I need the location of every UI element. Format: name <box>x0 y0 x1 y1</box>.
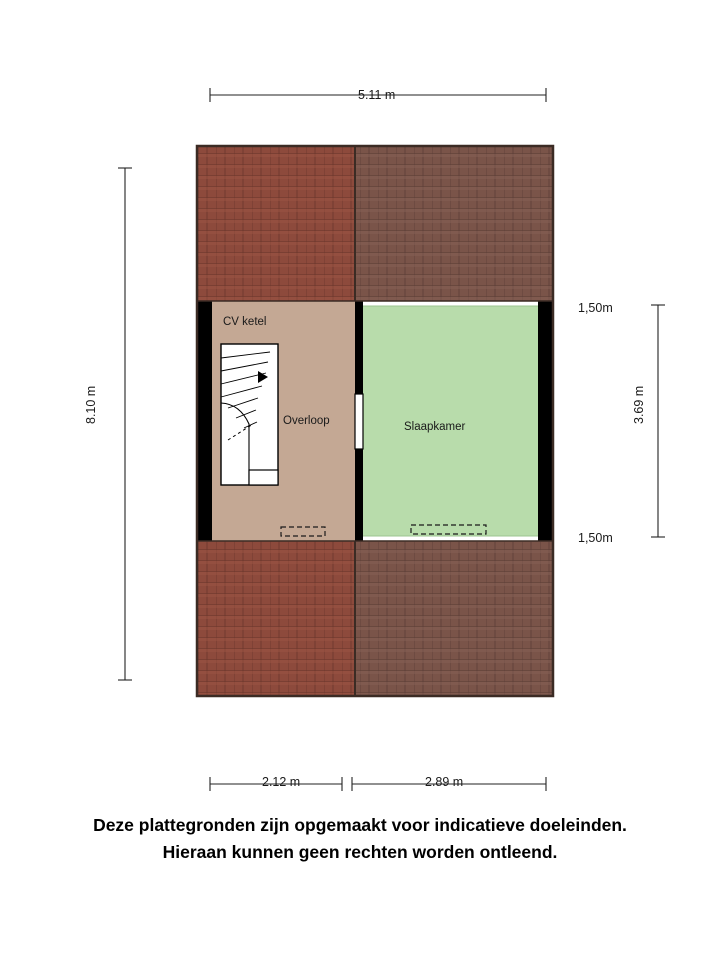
dimension-bottom-right-label: 2.89 m <box>425 775 464 789</box>
dimension-bottom-left-label: 2.12 m <box>262 775 301 789</box>
roof-lower-right <box>355 541 553 696</box>
roof-lower-left <box>197 541 355 696</box>
staircase <box>221 344 278 485</box>
room-label-overloop: Overloop <box>283 415 330 427</box>
dimension-top-label: 5.11 m <box>358 88 396 102</box>
wall-left <box>197 301 212 541</box>
dimension-right-upper-label: 1,50m <box>578 301 613 315</box>
dimension-right-label: 3.69 m <box>632 385 646 424</box>
disclaimer-line-2: Hieraan kunnen geen rechten worden ontleend. <box>162 842 558 862</box>
room-label-cv-ketel: CV ketel <box>223 316 267 328</box>
disclaimer-line-1: Deze plattegronden zijn opgemaakt voor indicatieve doeleinden. <box>93 815 627 835</box>
roof-upper-left <box>197 146 355 301</box>
dimension-right-lower-label: 1,50m <box>578 531 613 545</box>
wall-middle-upper <box>355 301 363 394</box>
wall-right <box>538 301 553 541</box>
dimension-left-label: 8.10 m <box>84 385 98 424</box>
wall-middle-lower <box>355 449 363 541</box>
room-label-slaapkamer: Slaapkamer <box>404 421 466 433</box>
stair-landing <box>249 470 278 485</box>
disclaimer-text <box>0 812 720 866</box>
door-overloop-slaapkamer <box>355 394 363 449</box>
roof-upper-right <box>355 146 553 301</box>
